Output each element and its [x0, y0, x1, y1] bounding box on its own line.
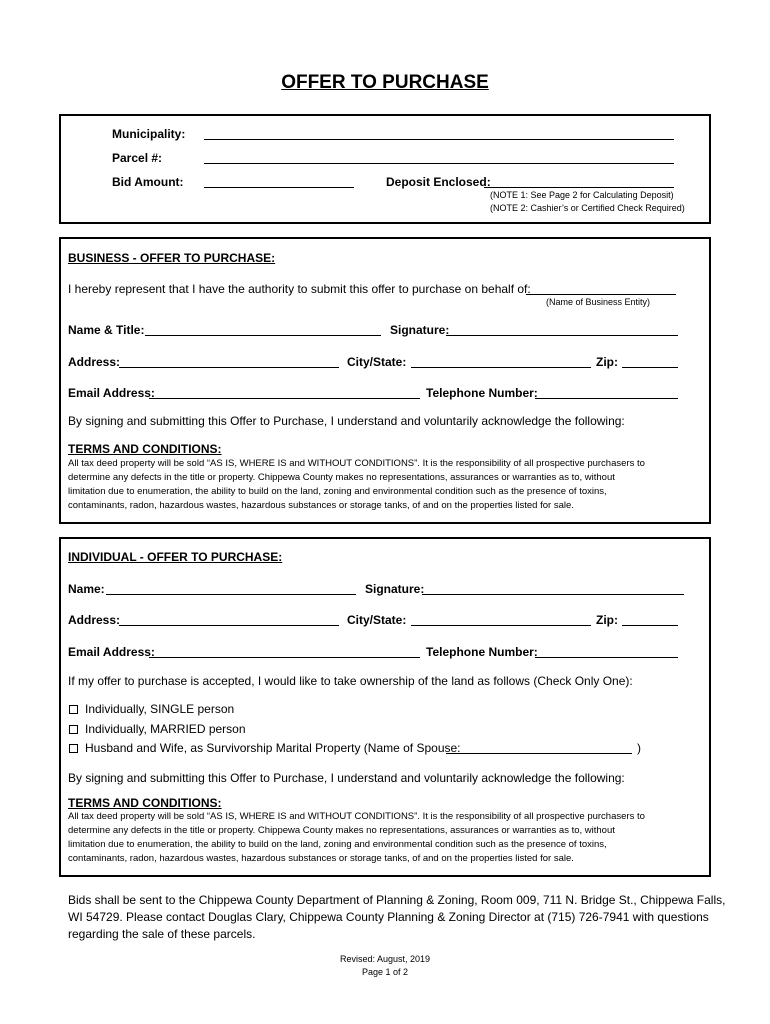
business-signature-label: Signature:	[390, 323, 450, 337]
marital-property-label: Husband and Wife, as Survivorship Marital Property (Name of Spouse:	[85, 741, 461, 755]
name-title-field[interactable]	[145, 335, 381, 336]
individual-address-label: Address:	[68, 613, 121, 627]
individual-terms-line-1: All tax deed property will be sold “AS IS, WHERE IS and WITHOUT CONDITIONS”. It is the responsibility of all prospective purchasers to	[68, 811, 645, 822]
individual-terms-body	[68, 810, 698, 866]
business-terms-line-4: contaminants, radon, hazardous wastes, hazardous substances or storage tanks, of and on the properties listed for sale.	[68, 500, 574, 511]
page-title: OFFER TO PURCHASE	[281, 72, 489, 93]
note-1: (NOTE 1: See Page 2 for Calculating Deposit)	[490, 190, 674, 200]
individual-address-field[interactable]	[119, 625, 339, 626]
name-title-label: Name & Title:	[68, 323, 145, 337]
ownership-text: If my offer to purchase is accepted, I would like to take ownership of the land as follows (Check Only One):	[68, 674, 633, 688]
single-person-label: Individually, SINGLE person	[85, 702, 235, 716]
business-heading: BUSINESS - OFFER TO PURCHASE:	[68, 251, 276, 265]
business-terms-heading: TERMS AND CONDITIONS:	[68, 442, 222, 456]
municipality-label: Municipality:	[112, 127, 186, 141]
individual-email-label: Email Address:	[68, 645, 155, 659]
individual-zip-field[interactable]	[622, 625, 678, 626]
marital-property-checkbox[interactable]	[69, 744, 78, 753]
individual-city-state-label: City/State:	[347, 613, 407, 627]
authority-text: I hereby represent that I have the authority to submit this offer to purchase on behalf of:	[68, 282, 531, 296]
business-telephone-label: Telephone Number:	[426, 386, 538, 400]
business-entity-field[interactable]	[526, 294, 676, 295]
business-terms-line-3: limitation due to enumeration, the ability to build on the land, zoning and environmental condition such as the presence of toxins,	[68, 486, 607, 497]
business-telephone-field[interactable]	[535, 398, 678, 399]
individual-terms-line-3: limitation due to enumeration, the ability to build on the land, zoning and environmental condition such as the presence of toxins,	[68, 839, 607, 850]
business-entity-caption: (Name of Business Entity)	[546, 297, 651, 307]
individual-signature-field[interactable]	[422, 594, 684, 595]
business-email-field[interactable]	[149, 398, 420, 399]
individual-name-label: Name:	[68, 582, 105, 596]
individual-terms-line-2: determine any defects in the title or property. Chippewa County makes no representations, assurances or warranties as to, without	[68, 825, 615, 836]
individual-signature-label: Signature:	[365, 582, 425, 596]
bids-line-3: regarding the sale of these parcels.	[68, 927, 256, 941]
deposit-label: Deposit Enclosed:	[386, 175, 491, 189]
business-terms-line-1: All tax deed property will be sold “AS IS, WHERE IS and WITHOUT CONDITIONS”. It is the responsibility of all prospective purchasers to	[68, 458, 645, 469]
note-2: (NOTE 2: Cashier’s or Certified Check Required)	[490, 203, 685, 213]
bids-line-2: WI 54729. Please contact Douglas Clary, Chippewa County Planning & Zoning Director at (715) 726-7941 with questions	[68, 910, 709, 924]
business-zip-field[interactable]	[622, 367, 678, 368]
bids-instructions	[68, 892, 725, 943]
individual-telephone-field[interactable]	[535, 657, 678, 658]
business-address-label: Address:	[68, 355, 121, 369]
married-person-checkbox[interactable]	[69, 725, 78, 734]
individual-terms-heading: TERMS AND CONDITIONS:	[68, 796, 222, 810]
individual-zip-label: Zip:	[596, 613, 618, 627]
business-terms-line-2: determine any defects in the title or property. Chippewa County makes no representations, assurances or warranties as to, without	[68, 472, 615, 483]
parcel-field[interactable]	[204, 163, 674, 164]
bid-amount-label: Bid Amount:	[112, 175, 184, 189]
business-email-label: Email Address:	[68, 386, 155, 400]
page-number: Page 1 of 2	[361, 967, 409, 977]
individual-ack-text: By signing and submitting this Offer to Purchase, I understand and voluntarily acknowledge the following:	[68, 771, 625, 785]
individual-email-field[interactable]	[149, 657, 420, 658]
municipality-field[interactable]	[204, 139, 674, 140]
individual-heading: INDIVIDUAL - OFFER TO PURCHASE:	[68, 550, 283, 564]
single-person-checkbox[interactable]	[69, 705, 78, 714]
spouse-name-field[interactable]	[446, 753, 632, 754]
business-city-state-field[interactable]	[411, 367, 591, 368]
business-zip-label: Zip:	[596, 355, 618, 369]
bids-line-1: Bids shall be sent to the Chippewa County Department of Planning & Zoning, Room 009, 711 N. Bridge St., Chippewa Falls,	[68, 893, 726, 907]
business-address-field[interactable]	[119, 367, 339, 368]
business-ack-text: By signing and submitting this Offer to Purchase, I understand and voluntarily acknowledge the following:	[68, 414, 625, 428]
bid-amount-field[interactable]	[204, 187, 354, 188]
individual-telephone-label: Telephone Number:	[426, 645, 538, 659]
business-city-state-label: City/State:	[347, 355, 407, 369]
marital-property-close: )	[637, 741, 641, 755]
individual-name-field[interactable]	[106, 594, 356, 595]
business-signature-field[interactable]	[446, 335, 678, 336]
deposit-field[interactable]	[484, 187, 674, 188]
individual-terms-line-4: contaminants, radon, hazardous wastes, hazardous substances or storage tanks, of and on the properties listed for sale.	[68, 853, 574, 864]
married-person-label: Individually, MARRIED person	[85, 722, 246, 736]
revised-date: Revised: August, 2019	[339, 954, 431, 964]
individual-city-state-field[interactable]	[411, 625, 591, 626]
parcel-label: Parcel #:	[112, 151, 163, 165]
business-terms-body	[68, 457, 698, 513]
